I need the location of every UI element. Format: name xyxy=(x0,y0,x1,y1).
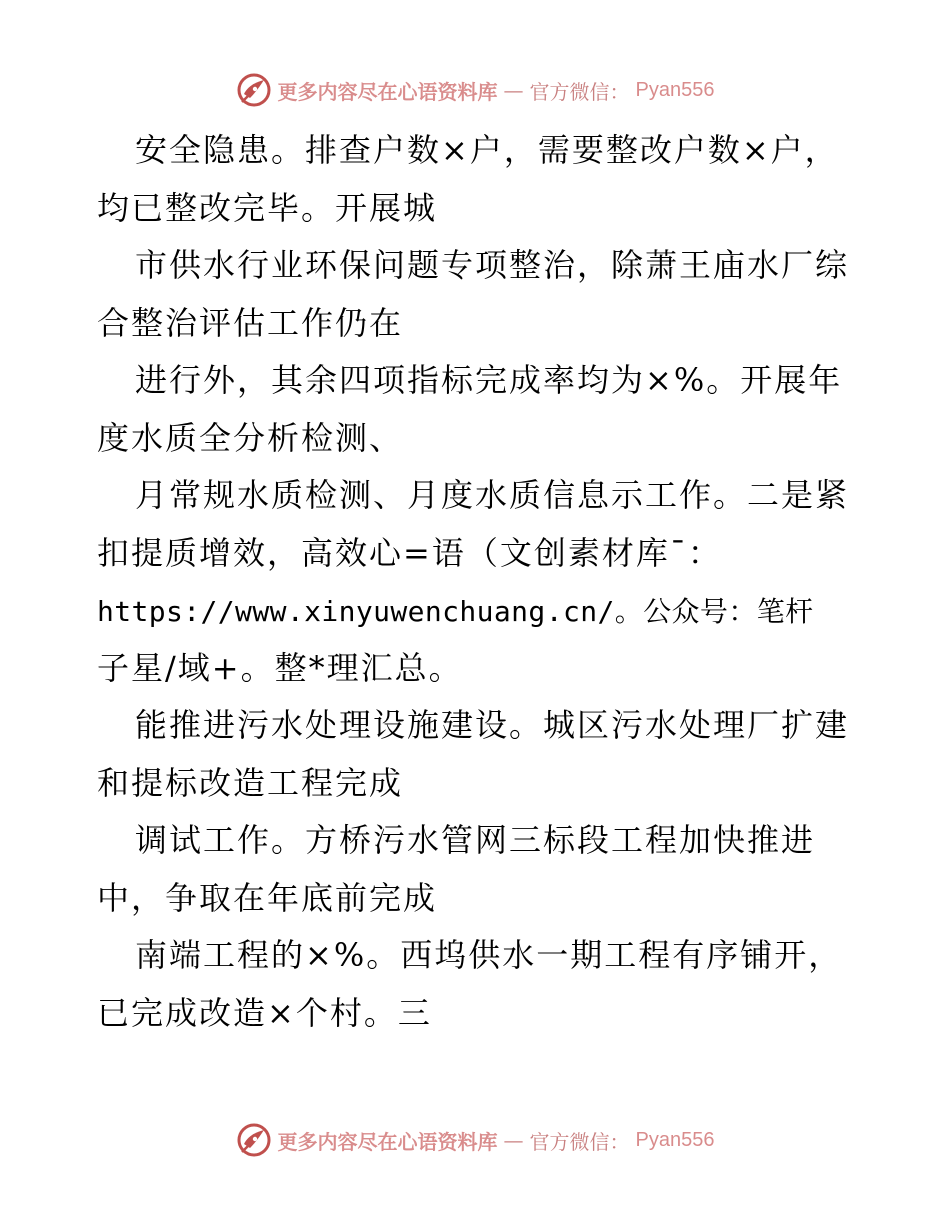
text-line: 调试工作。方桥污水管网三标段工程加快推进 xyxy=(135,821,816,859)
banner-wechat-id: Pyan556 xyxy=(635,78,715,101)
text-line: 和提标改造工程完成 xyxy=(97,763,404,802)
text-line: 能推进污水处理设施建设。城区污水处理厂扩建 xyxy=(135,706,850,744)
banner-site-name: 更多内容尽在心语资料库 xyxy=(277,79,498,104)
text-line: 均已整改完毕。开展城 xyxy=(97,188,438,227)
document-body xyxy=(97,122,857,1042)
text-line: 扣提质增效，高效心=语（文创素材库¯： xyxy=(97,533,722,572)
banner-wechat-id: Pyan556 xyxy=(635,1128,715,1151)
banner-wechat-label: 官方微信： xyxy=(529,79,630,104)
pen-nib-logo-icon xyxy=(236,1122,272,1158)
pen-nib-logo-icon xyxy=(236,72,272,108)
text-line: 合整治评估工作仍在 xyxy=(97,303,404,342)
text-line: 已完成改造×个村。三 xyxy=(97,993,432,1032)
text-line: 月常规水质检测、月度水质信息示工作。二是紧 xyxy=(135,476,850,514)
banner-dash: — xyxy=(503,78,524,102)
text-line: 安全隐患。排查户数×户，需要整改户数×户， xyxy=(135,131,839,169)
footer-banner xyxy=(0,1120,950,1160)
banner-wechat-label: 官方微信： xyxy=(529,1129,630,1154)
banner-site-name: 更多内容尽在心语资料库 xyxy=(277,1129,498,1154)
text-line: 中，争取在年底前完成 xyxy=(97,878,438,917)
text-line: 子星/域+。整*理汇总。 xyxy=(97,648,463,687)
url-text: https://www.xinyuwenchuang.cn/。公众号：笔杆 xyxy=(97,595,814,628)
text-line: 南端工程的×%。西坞供水一期工程有序铺开， xyxy=(135,936,843,974)
text-line: 度水质全分析检测、 xyxy=(97,418,404,457)
text-line-url xyxy=(97,582,857,640)
text-line: 进行外，其余四项指标完成率均为×%。开展年 xyxy=(135,361,843,399)
text-line: 市供水行业环保问题专项整治，除萧王庙水厂综 xyxy=(135,246,850,284)
header-banner xyxy=(0,70,950,110)
banner-dash: — xyxy=(503,1128,524,1152)
